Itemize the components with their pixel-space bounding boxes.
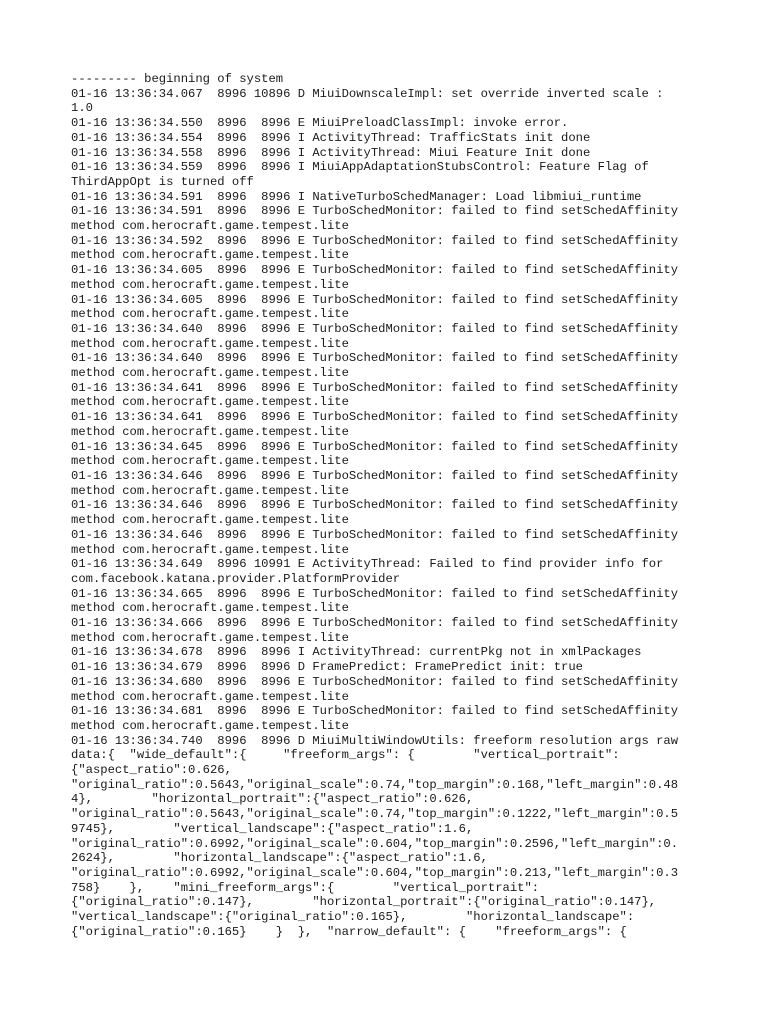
- log-line: 01-16 13:36:34.666 8996 8996 E TurboSchedMonitor: failed to find setSchedAffinity: [71, 616, 679, 631]
- log-line: 758} }, "mini_freeform_args":{ "vertical_portrait":: [71, 880, 540, 895]
- log-line: 01-16 13:36:34.680 8996 8996 E TurboSchedMonitor: failed to find setSchedAffinity: [71, 674, 679, 689]
- log-line: {"aspect_ratio":0.626,: [71, 763, 232, 778]
- log-line: 01-16 13:36:34.591 8996 8996 I NativeTurboSchedManager: Load libmiui_runtime: [71, 189, 642, 204]
- log-line: 1.0: [71, 101, 93, 116]
- log-line: method com.herocraft.game.tempest.lite: [71, 630, 349, 645]
- log-line: 01-16 13:36:34.646 8996 8996 E TurboSchedMonitor: failed to find setSchedAffinity: [71, 498, 679, 513]
- log-line: method com.herocraft.game.tempest.lite: [71, 542, 349, 557]
- log-line: 01-16 13:36:34.558 8996 8996 I ActivityThread: Miui Feature Init done: [71, 145, 591, 160]
- log-line: method com.herocraft.game.tempest.lite: [71, 483, 349, 498]
- log-line: 01-16 13:36:34.649 8996 10991 E ActivityThread: Failed to find provider info for: [71, 557, 664, 572]
- log-line: method com.herocraft.game.tempest.lite: [71, 277, 349, 292]
- log-line: data:{ "wide_default":{ "freeform_args": { "vertical_portrait":: [71, 748, 620, 763]
- log-line: 9745}, "vertical_landscape":{"aspect_ratio":1.6,: [71, 821, 474, 836]
- log-line: 01-16 13:36:34.067 8996 10896 D MiuiDownscaleImpl: set override inverted scale :: [71, 86, 664, 101]
- log-line: 01-16 13:36:34.640 8996 8996 E TurboSchedMonitor: failed to find setSchedAffinity: [71, 321, 679, 336]
- log-line: "original_ratio":0.5643,"original_scale":0.74,"top_margin":0.168,"left_margin":0.48: [71, 777, 679, 792]
- log-line: 01-16 13:36:34.641 8996 8996 E TurboSchedMonitor: failed to find setSchedAffinity: [71, 380, 679, 395]
- log-line: method com.herocraft.game.tempest.lite: [71, 307, 349, 322]
- log-line: 01-16 13:36:34.554 8996 8996 I ActivityThread: TrafficStats init done: [71, 130, 591, 145]
- log-line: method com.herocraft.game.tempest.lite: [71, 424, 349, 439]
- log-line: method com.herocraft.game.tempest.lite: [71, 248, 349, 263]
- log-line: method com.herocraft.game.tempest.lite: [71, 395, 349, 410]
- log-line: 01-16 13:36:34.679 8996 8996 D FramePredict: FramePredict init: true: [71, 660, 583, 675]
- log-line: 01-16 13:36:34.646 8996 8996 E TurboSchedMonitor: failed to find setSchedAffinity: [71, 527, 679, 542]
- log-line: --------- beginning of system: [71, 72, 284, 86]
- log-line: 01-16 13:36:34.640 8996 8996 E TurboSchedMonitor: failed to find setSchedAffinity: [71, 351, 679, 366]
- log-line: "original_ratio":0.5643,"original_scale":0.74,"top_margin":0.1222,"left_margin":0.5: [71, 807, 679, 822]
- log-line: method com.herocraft.game.tempest.lite: [71, 513, 349, 528]
- log-page: [71, 72, 711, 939]
- log-line: 01-16 13:36:34.678 8996 8996 I ActivityThread: currentPkg not in xmlPackages: [71, 645, 642, 660]
- log-line: "original_ratio":0.6992,"original_scale":0.604,"top_margin":0.2596,"left_margin":0.: [71, 836, 679, 851]
- log-line: 01-16 13:36:34.605 8996 8996 E TurboSchedMonitor: failed to find setSchedAffinity: [71, 292, 679, 307]
- log-line: 01-16 13:36:34.559 8996 8996 I MiuiAppAdaptationStubsControl: Feature Flag of: [71, 160, 649, 175]
- log-line: method com.herocraft.game.tempest.lite: [71, 454, 349, 469]
- log-line: 01-16 13:36:34.645 8996 8996 E TurboSchedMonitor: failed to find setSchedAffinity: [71, 439, 679, 454]
- log-line: 01-16 13:36:34.740 8996 8996 D MiuiMultiWindowUtils: freeform resolution args raw: [71, 733, 679, 748]
- log-line: com.facebook.katana.provider.PlatformProvider: [71, 571, 401, 586]
- log-line: 01-16 13:36:34.592 8996 8996 E TurboSchedMonitor: failed to find setSchedAffinity: [71, 233, 679, 248]
- log-line: 01-16 13:36:34.550 8996 8996 E MiuiPreloadClassImpl: invoke error.: [71, 116, 569, 131]
- log-line: 01-16 13:36:34.665 8996 8996 E TurboSchedMonitor: failed to find setSchedAffinity: [71, 586, 679, 601]
- log-line: method com.herocraft.game.tempest.lite: [71, 336, 349, 351]
- log-line: 01-16 13:36:34.641 8996 8996 E TurboSchedMonitor: failed to find setSchedAffinity: [71, 410, 679, 425]
- log-line: {"original_ratio":0.165} } }, "narrow_default": { "freeform_args": {: [71, 924, 627, 939]
- log-line: 01-16 13:36:34.591 8996 8996 E TurboSchedMonitor: failed to find setSchedAffinity: [71, 204, 679, 219]
- log-line: ThirdAppOpt is turned off: [71, 174, 254, 189]
- log-line: method com.herocraft.game.tempest.lite: [71, 689, 349, 704]
- log-line: 4}, "horizontal_portrait":{"aspect_ratio":0.626,: [71, 792, 474, 807]
- log-line: method com.herocraft.game.tempest.lite: [71, 718, 349, 733]
- log-line: method com.herocraft.game.tempest.lite: [71, 366, 349, 381]
- log-line: 01-16 13:36:34.681 8996 8996 E TurboSchedMonitor: failed to find setSchedAffinity: [71, 704, 679, 719]
- log-line: "original_ratio":0.6992,"original_scale":0.604,"top_margin":0.213,"left_margin":0.3: [71, 865, 679, 880]
- log-line: 01-16 13:36:34.605 8996 8996 E TurboSchedMonitor: failed to find setSchedAffinity: [71, 263, 679, 278]
- log-line: 01-16 13:36:34.646 8996 8996 E TurboSchedMonitor: failed to find setSchedAffinity: [71, 468, 679, 483]
- log-line: "vertical_landscape":{"original_ratio":0.165}, "horizontal_landscape":: [71, 910, 635, 925]
- log-line: 2624}, "horizontal_landscape":{"aspect_ratio":1.6,: [71, 851, 488, 866]
- log-line: method com.herocraft.game.tempest.lite: [71, 601, 349, 616]
- log-line: method com.herocraft.game.tempest.lite: [71, 219, 349, 234]
- log-line: {"original_ratio":0.147}, "horizontal_portrait":{"original_ratio":0.147},: [71, 895, 657, 910]
- log-text: [71, 72, 711, 939]
